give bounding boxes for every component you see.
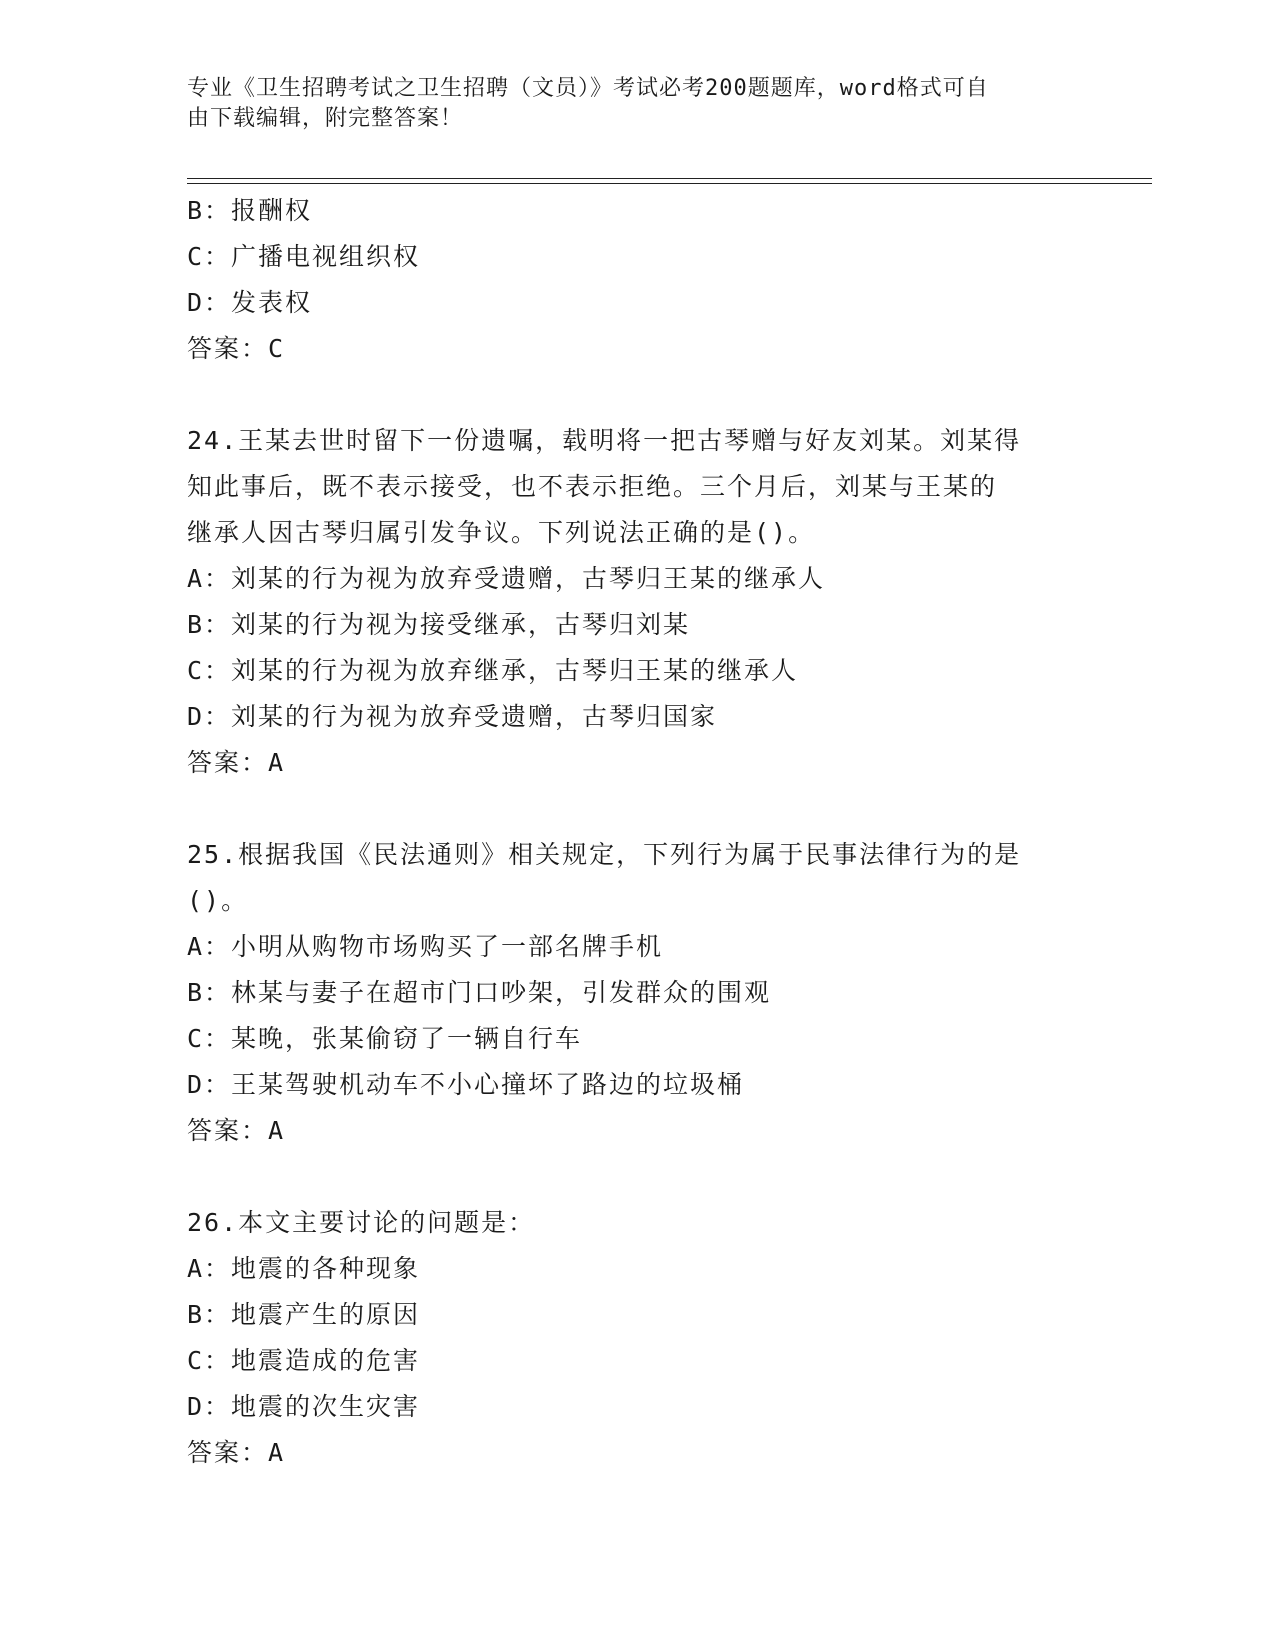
option-a: A：地震的各种现象 bbox=[187, 1254, 421, 1283]
header-line-2: 由下载编辑，附完整答案！ bbox=[187, 106, 464, 131]
question-25 bbox=[187, 832, 1087, 1154]
question-26 bbox=[187, 1200, 1087, 1476]
header-divider-top bbox=[187, 178, 1152, 179]
question-24 bbox=[187, 418, 1087, 786]
option-d: D：地震的次生灾害 bbox=[187, 1392, 421, 1421]
option-c: C：地震造成的危害 bbox=[187, 1346, 421, 1375]
answer-line: 答案：A bbox=[187, 1116, 286, 1145]
option-c: C：刘某的行为视为放弃继承，古琴归王某的继承人 bbox=[187, 656, 799, 685]
option-d: D：刘某的行为视为放弃受遗赠，古琴归国家 bbox=[187, 702, 718, 731]
spacer bbox=[187, 786, 1087, 832]
question-stem-line: 24.王某去世时留下一份遗嘱，载明将一把古琴赠与好友刘某。刘某得 bbox=[187, 426, 1022, 455]
question-list bbox=[187, 188, 1087, 1476]
question-stem-line: 知此事后，既不表示接受，也不表示拒绝。三个月后，刘某与王某的 bbox=[187, 472, 998, 501]
option-b: B：林某与妻子在超市门口吵架，引发群众的围观 bbox=[187, 978, 772, 1007]
option-d: D：王某驾驶机动车不小心撞坏了路边的垃圾桶 bbox=[187, 1070, 745, 1099]
option-c: C：广播电视组织权 bbox=[187, 242, 421, 271]
answer-line: 答案：A bbox=[187, 748, 286, 777]
header-divider-bottom bbox=[187, 183, 1152, 184]
option-a: A：小明从购物市场购买了一部名牌手机 bbox=[187, 932, 664, 961]
spacer bbox=[187, 1154, 1087, 1200]
option-c: C：某晚，张某偷窃了一辆自行车 bbox=[187, 1024, 583, 1053]
option-a: A：刘某的行为视为放弃受遗赠，古琴归王某的继承人 bbox=[187, 564, 826, 593]
question-stem-line: 继承人因古琴归属引发争议。下列说法正确的是()。 bbox=[187, 518, 816, 547]
spacer bbox=[187, 372, 1087, 418]
answer-line: 答案：C bbox=[187, 334, 286, 363]
question-23-tail bbox=[187, 188, 1087, 372]
option-d: D：发表权 bbox=[187, 288, 313, 317]
document-header bbox=[187, 74, 1087, 134]
question-stem-line: 26.本文主要讨论的问题是： bbox=[187, 1208, 536, 1237]
option-b: B：地震产生的原因 bbox=[187, 1300, 421, 1329]
question-stem-line: ()。 bbox=[187, 886, 249, 915]
option-b: B：刘某的行为视为接受继承，古琴归刘某 bbox=[187, 610, 691, 639]
header-line-1: 专业《卫生招聘考试之卫生招聘（文员）》考试必考200题题库，word格式可自 bbox=[187, 76, 989, 101]
question-stem-line: 25.根据我国《民法通则》相关规定，下列行为属于民事法律行为的是 bbox=[187, 840, 1022, 869]
answer-line: 答案：A bbox=[187, 1438, 286, 1467]
option-b: B：报酬权 bbox=[187, 196, 313, 225]
